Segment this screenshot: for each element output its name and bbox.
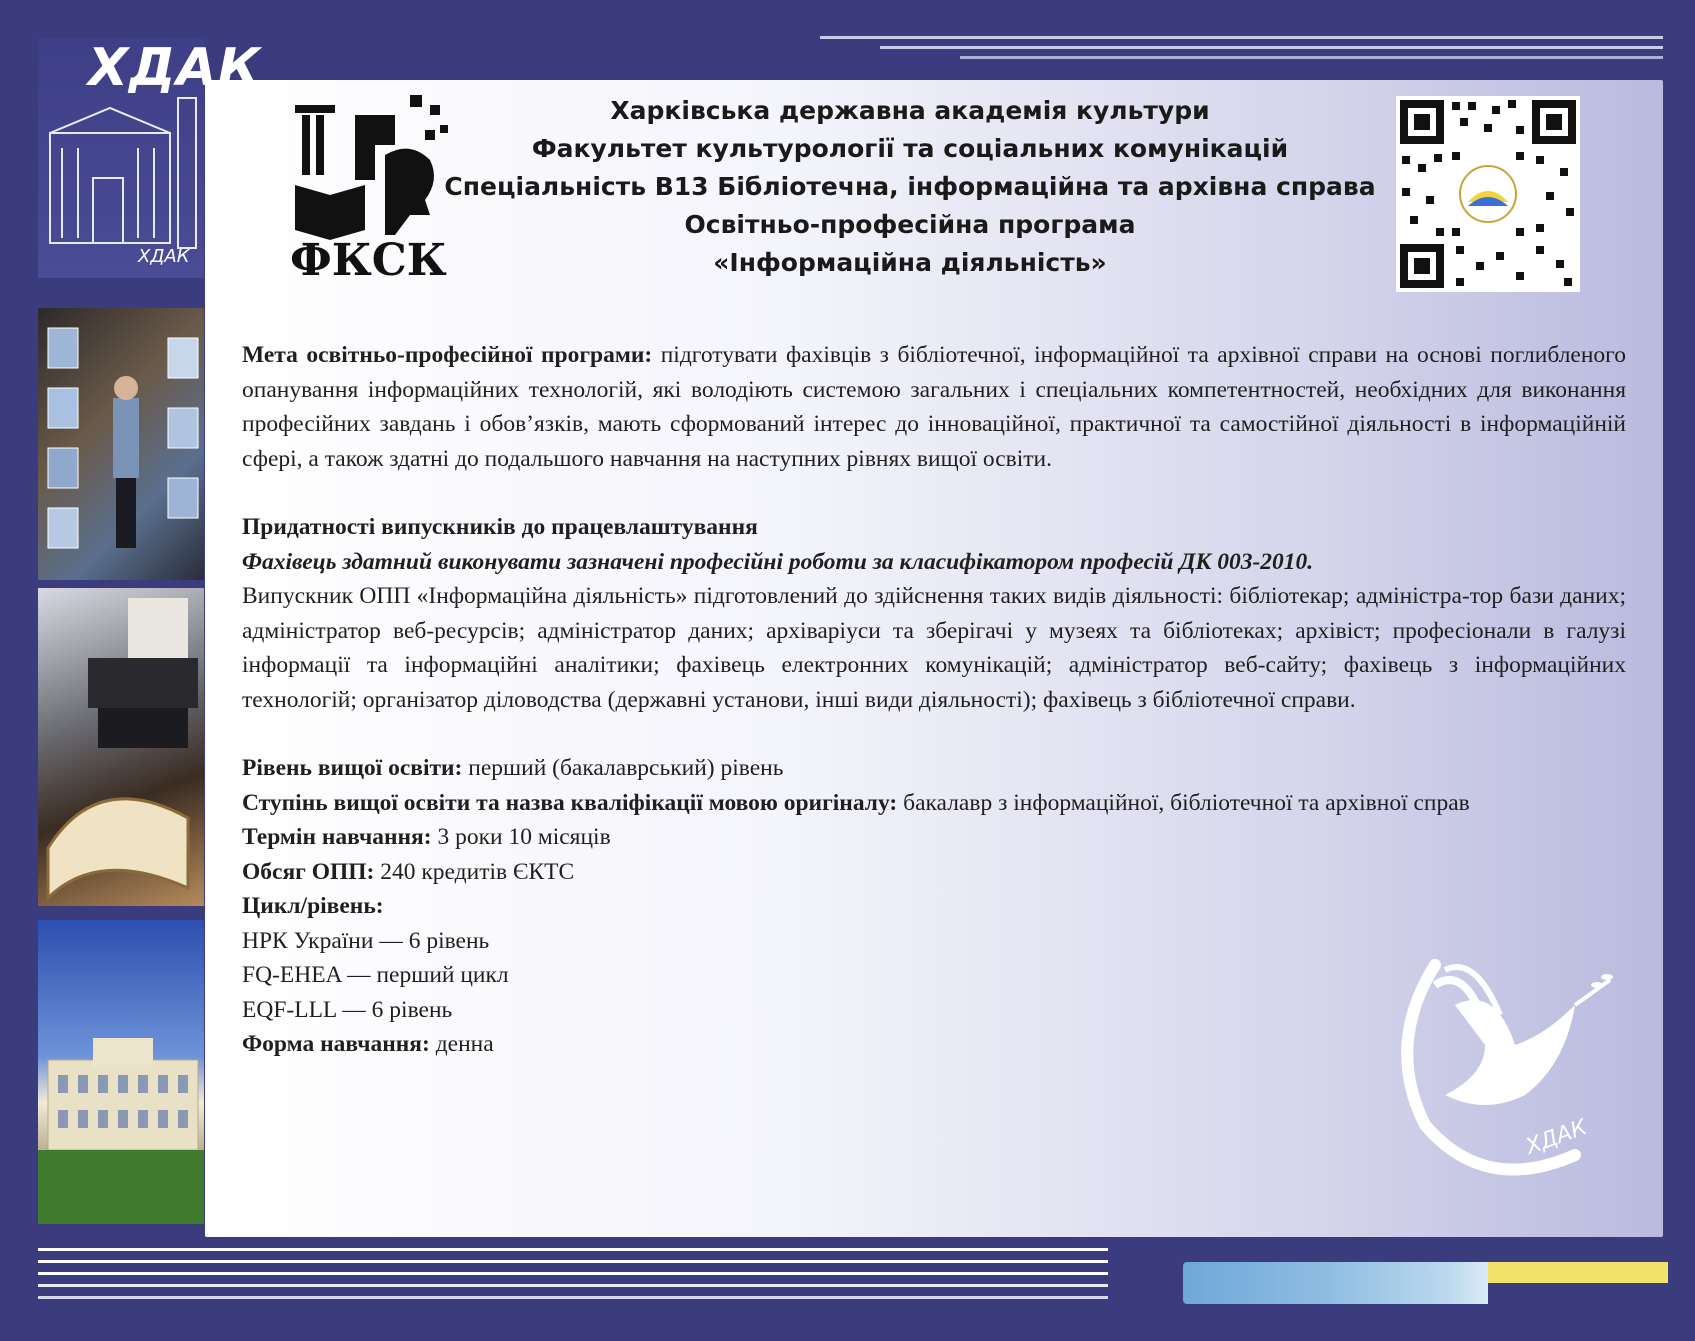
cycle-item: EQF-LLL — 6 рівень — [242, 996, 453, 1023]
employment-heading — [242, 510, 1626, 545]
education-level-label: Рівень вищої освіти: — [242, 755, 463, 781]
study-form-label: Форма навчання: — [242, 1031, 430, 1057]
bottom-stripes — [38, 1248, 1108, 1308]
document-header — [430, 92, 1390, 282]
dove-icon — [1375, 925, 1645, 1195]
faculty-logo-text: ФКСК — [290, 235, 447, 286]
employment-subheading-text: Фахівець здатний виконувати зазначені професійні роботи за класифікатором професій ДК 003-2010. — [242, 548, 1314, 575]
xdak-caption: ХДАК — [138, 246, 190, 267]
top-stripe — [960, 56, 1663, 59]
goal-label: Мета освітньо-професійної програми: — [242, 342, 653, 368]
cycle-item: НРК України — 6 рівень — [242, 927, 490, 954]
study-form-value: денна — [429, 1031, 494, 1057]
academy-building-photo — [38, 920, 204, 1224]
degree-qualification — [242, 786, 1626, 821]
cycle-level-label: Цикл/рівень: — [242, 893, 384, 919]
cycle-item: FQ-EHEA — перший цикл — [242, 962, 509, 988]
program-goal — [242, 338, 1626, 476]
program-name: «Інформаційна діяльність» — [713, 248, 1107, 277]
specialty-name: Спеціальність B13 Бібліотечна, інформаційна та архівна справа — [444, 172, 1376, 201]
study-term-label: Термін навчання: — [242, 824, 432, 850]
qr-code[interactable] — [1396, 96, 1580, 292]
employment-text: Випускник ОПП «Інформаційна діяльність» підготовлений до здійснення таких видів діяльності: бібліотекар; адміністра-тор бази даних; адміністратор веб-ресурсів; адміністратор даних; архіваріуси та зберігачі у музеях та бібліотеках; архівіст; професіонали в галузі інформації та інформаційні аналітики; фахівець електронних комунікацій; адміністратор веб-сайту; фахівець з інформаційних технологій; організатор діловодства (державні установи, інші види діяльності); фахівець з бібліотечної справи. — [242, 583, 1626, 713]
study-term — [242, 820, 1626, 855]
employment-subheading — [242, 545, 1626, 580]
faculty-name: Факультет культурології та соціальних комунікацій — [531, 134, 1289, 163]
employment-heading-text: Придатності випускників до працевлаштування — [242, 514, 758, 540]
program-volume-label: Обсяг ОПП: — [242, 858, 375, 885]
top-left-logo — [38, 38, 262, 278]
study-term-value: 3 роки 10 місяців — [431, 824, 611, 850]
program-volume — [242, 855, 1626, 890]
cycle-level — [242, 889, 1626, 924]
education-level — [242, 751, 1626, 786]
goal-text: підготувати фахівців з бібліотечної, інформаційної та архівної справи на основі поглибленого опанування інформаційних технологій, які володіють системою загальних і спеціальних компетентностей, необхідних для виконання професійних завдань і обов’язків, мають сформований інтерес до інноваційної, практичної та самостійної діяльності в інформаційній сфері, а також здатні до подальшого навчання на наступних рівнях вищої освіти. — [242, 342, 1626, 472]
education-level-value: перший (бакалаврський) рівень — [462, 755, 784, 781]
archive-photo — [38, 588, 204, 906]
library-photo — [38, 308, 204, 580]
dove-emblem — [1375, 925, 1645, 1195]
degree-value: бакалавр з інформаційної, бібліотечної та архівної справ — [897, 789, 1470, 816]
dove-caption: ХДАК — [1522, 1114, 1591, 1161]
academy-name: Харківська державна академія культури — [610, 96, 1210, 125]
program-volume-value: 240 кредитів ЄКТС — [374, 858, 575, 885]
degree-label: Ступінь вищої освіти та назва кваліфікації мовою оригіналу: — [242, 789, 898, 816]
xdak-logo-text: ХДАК — [88, 38, 262, 98]
top-stripe — [820, 36, 1663, 39]
program-type: Освітньо-професійна програма — [684, 210, 1136, 239]
national-color-bar — [1183, 1262, 1668, 1304]
qr-code-icon — [1396, 96, 1580, 292]
top-stripe — [880, 46, 1663, 49]
